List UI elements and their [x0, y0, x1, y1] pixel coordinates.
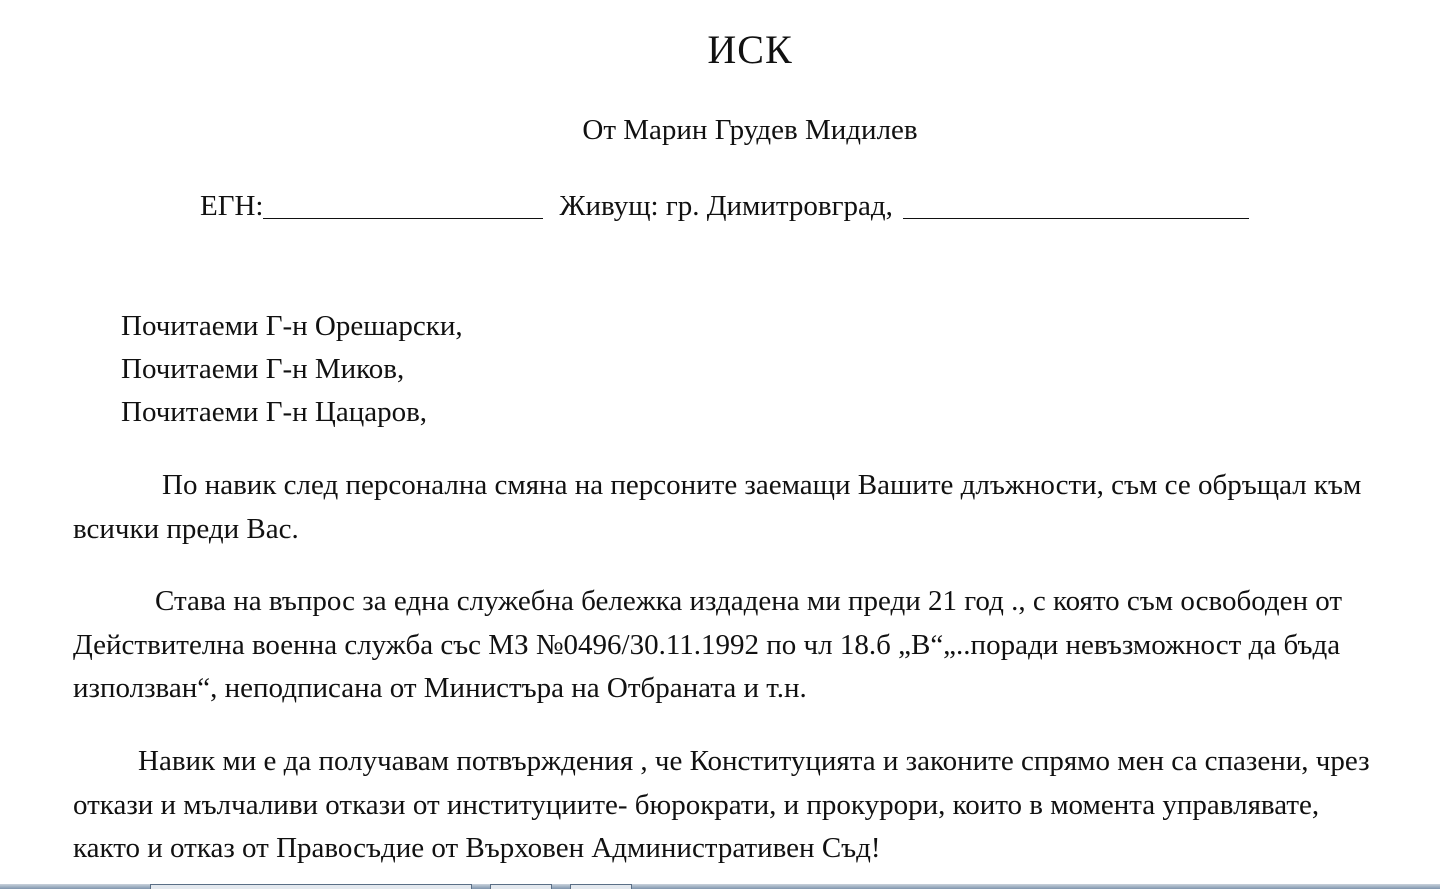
salutation-line: Почитаеми Г-н Цацаров,: [121, 396, 428, 428]
body-paragraph-2: [73, 580, 1393, 711]
taskbar-window-tab[interactable]: [490, 884, 552, 889]
document-title: ИСК: [707, 27, 793, 72]
taskbar-window-tab[interactable]: [150, 884, 472, 889]
body-paragraph-3: [73, 740, 1393, 871]
body-paragraph-1: [73, 464, 1393, 551]
salutation-line: Почитаеми Г-н Орешарски,: [121, 310, 463, 342]
egn-residence-line: [200, 188, 1249, 223]
sender-line: От Марин Грудев Мидилев: [582, 114, 918, 146]
egn-label: ЕГН:: [200, 190, 264, 222]
egn-blank-field: [263, 188, 543, 219]
taskbar-window-tab[interactable]: [570, 884, 632, 889]
paragraph-text: По навик след персонална смяна на персоните заемащи Вашите длъжности, съм се обръщал към всички преди Вас.: [73, 469, 1362, 545]
address-blank-field: [903, 188, 1249, 219]
salutation-line: Почитаеми Г-н Миков,: [121, 353, 405, 385]
paragraph-text: Навик ми е да получавам потвърждения , че Конституцията и законите спрямо мен са спазени, чрез откази и мълчаливи откази от институциите- бюрократи, и прокурори, които в момента управлявате, както и отказ от Правосъдие от Върховен Административен Съд!: [73, 745, 1370, 864]
residence-label: Живущ: гр. Димитровград,: [559, 190, 893, 222]
paragraph-text: Става на въпрос за една служебна бележка издадена ми преди 21 год ., с която съм освободен от Действителна военна служба със МЗ №0496/30.11.1992 по чл 18.б „В“„..поради невъзможност да бъда използван“, неподписана от Министъра на Отбраната и т.н.: [73, 585, 1343, 704]
salutations-block: [121, 305, 463, 434]
